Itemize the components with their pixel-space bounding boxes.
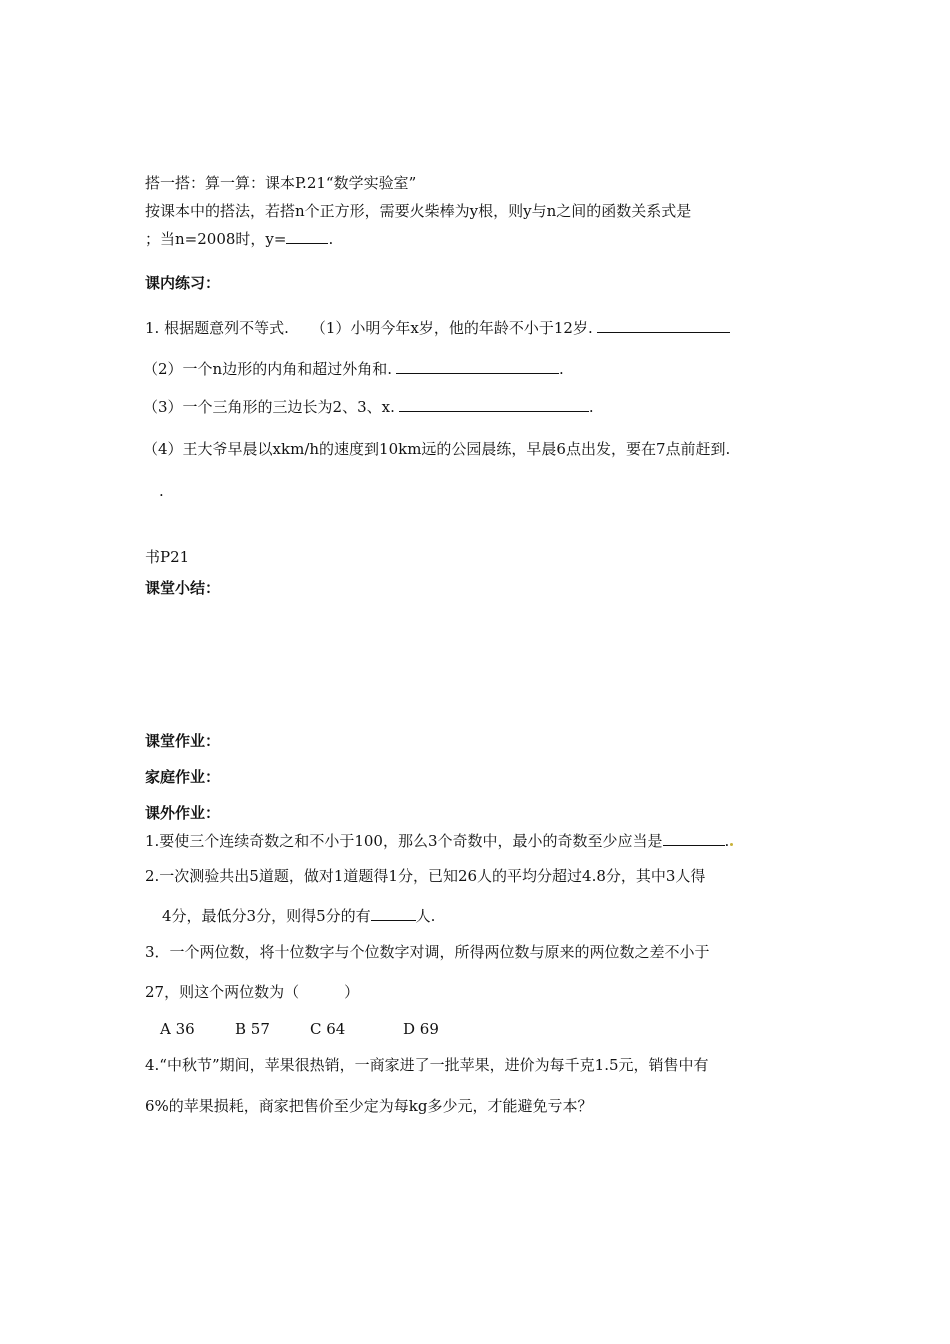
book-reference: 书P21 — [145, 548, 190, 566]
period: . — [588, 398, 594, 416]
practice-q1-prefix: 1. 根据题意列不等式. — [145, 319, 289, 337]
homework-heading: 家庭作业： — [145, 768, 221, 786]
extra-q3-line-2: 27，则这个两位数为（ ） — [145, 983, 360, 1001]
answer-blank[interactable] — [286, 228, 328, 244]
option-c: C 64 — [310, 1020, 346, 1038]
intro-line-1: 按课本中的搭法，若搭n个正方形，需要火柴棒为y根，则y与n之间的函数关系式是 — [145, 202, 692, 220]
period: . — [159, 482, 164, 500]
answer-blank[interactable] — [399, 396, 589, 412]
edit-mark — [730, 843, 733, 846]
period: . — [558, 360, 564, 378]
option-b: B 57 — [235, 1020, 270, 1038]
extra-q1-text: 1.要使三个连续奇数之和不小于100，那么3个奇数中，最小的奇数至少应当是 — [145, 832, 663, 850]
practice-q1-part3-text: （3）一个三角形的三边长为2、3、x. — [143, 398, 395, 416]
extra-q2-line-2-text: 4分，最低分3分，则得5分的有 — [162, 907, 371, 925]
extra-q3-line-1: 3．一个两位数，将十位数字与个位数字对调，所得两位数与原来的两位数之差不小于 — [145, 943, 710, 961]
extra-q2-line-1: 2.一次测验共出5道题，做对1道题得1分，已知26人的平均分超过4.8分，其中3人得 — [145, 867, 706, 885]
practice-q1-part2 — [143, 358, 564, 379]
practice-q1 — [145, 317, 730, 338]
extra-heading: 课外作业： — [145, 804, 221, 822]
answer-blank[interactable] — [396, 358, 559, 374]
practice-q1-part1: （1）小明今年x岁，他的年龄不小于12岁. — [310, 319, 593, 337]
intro-line-2 — [145, 228, 333, 249]
answer-blank[interactable] — [597, 317, 730, 333]
practice-q1-part4: （4）王大爷早晨以xkm/h的速度到10km远的公园晨练，早晨6点出发，要在7点前赶到. — [143, 440, 731, 458]
option-d: D 69 — [403, 1020, 439, 1038]
classwork-heading: 课堂作业： — [145, 732, 221, 750]
practice-q1-part3 — [143, 396, 594, 417]
intro-title: 搭一搭：算一算：课本P.21“数学实验室” — [145, 174, 417, 192]
practice-heading: 课内练习： — [145, 274, 221, 292]
extra-q2-line-2 — [162, 905, 435, 926]
extra-q4-line-1: 4.“中秋节”期间，苹果很热销，一商家进了一批苹果，进价为每千克1.5元，销售中有 — [145, 1056, 709, 1074]
answer-blank[interactable] — [371, 905, 416, 921]
extra-q3-options — [160, 1019, 439, 1039]
option-a: A 36 — [160, 1020, 195, 1038]
extra-q1-end: . — [724, 832, 730, 850]
answer-blank[interactable] — [663, 830, 725, 846]
practice-q1-part2-text: （2）一个n边形的内角和超过外角和. — [143, 360, 392, 378]
extra-q4-line-2: 6%的苹果损耗，商家把售价至少定为每kg多少元，才能避免亏本？ — [145, 1097, 593, 1115]
summary-heading: 课堂小结： — [145, 579, 221, 597]
intro-line-2-end: . — [328, 230, 334, 248]
extra-q1 — [145, 830, 734, 851]
extra-q2-line-2-end: 人. — [415, 907, 436, 925]
intro-line-2-text: ；当n=2008时，y= — [145, 230, 287, 248]
